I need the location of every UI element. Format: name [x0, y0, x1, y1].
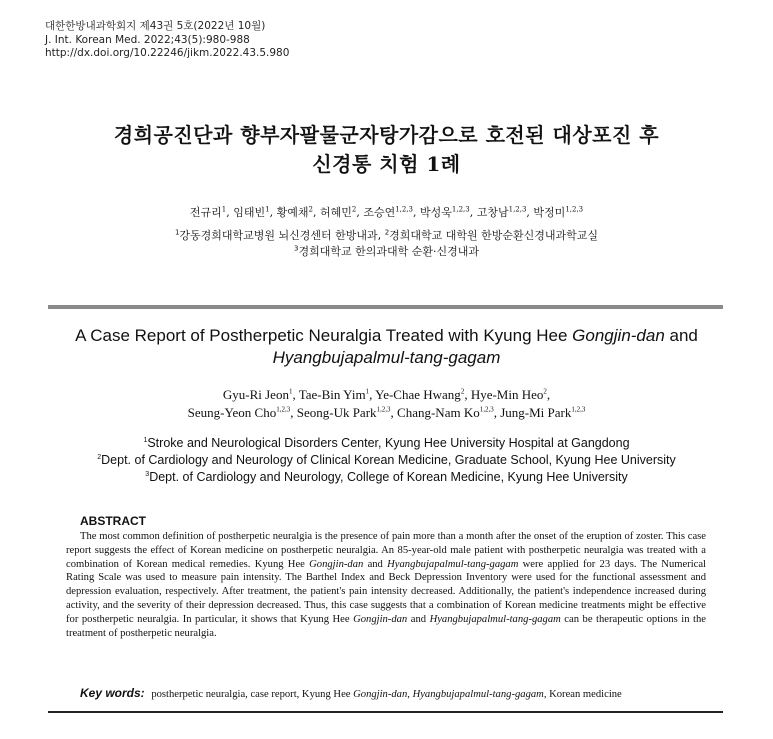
english-title — [0, 325, 773, 369]
english-affiliation — [0, 452, 773, 469]
abstract-italic: Hyangbujapalmul-tang-gagam — [429, 613, 561, 625]
author-name: Seong-Uk Park — [296, 405, 377, 420]
author-name: 임태빈 — [233, 206, 266, 219]
journal-header — [45, 20, 289, 61]
author-name: 전규리 — [189, 206, 222, 219]
author-sup: 2 — [543, 387, 547, 396]
title-italic: Hyangbujapalmul-tang-gagam — [272, 348, 501, 367]
journal-name: 대한한방내과학회지 제43권 5호(2022년 10월) — [45, 20, 266, 32]
author-name: 박정미 — [533, 206, 566, 219]
korean-title-line2: 신경통 치험 1례 — [312, 152, 461, 176]
abstract-italic: Gongjin-dan — [353, 613, 408, 625]
keywords — [80, 686, 720, 700]
author-sup: 1 — [288, 387, 293, 396]
author-sup: 1,2,3 — [508, 205, 527, 214]
author-name: Tae-Bin Yim — [298, 387, 366, 402]
abstract-text: and — [407, 613, 430, 625]
author-sup: 1,2,3 — [395, 205, 414, 214]
author-sup: 1,2,3 — [565, 205, 584, 214]
author-sup: 1 — [221, 205, 227, 214]
section-divider — [48, 305, 723, 309]
author-sup: 1,2,3 — [276, 405, 291, 414]
author-sup: 1,2,3 — [451, 205, 470, 214]
author-sup: 2 — [351, 205, 357, 214]
keywords-italic: Gongjin-dan — [353, 689, 408, 700]
abstract-text: were applied for 23 days. The Numerical Rating Scale was used to measure pain intensity. The Barthel Index and Beck Depression Inventory were used for the functional assessment and depression evaluation, respectively. After treatment, the patient's pain intensity decreased. Additionally, the patient's independence increased during activity, and the severity of their depression decreased. Thus, this case suggests that a combination of Korean medicine treatments might be effective for postherpetic neuralgia. In particular, it shows that Kyung Hee — [66, 558, 707, 625]
keywords-text: , Korean medicine — [543, 689, 622, 700]
affil-sup: 1 — [174, 228, 180, 237]
korean-title-line1: 경희공진단과 향부자팔물군자탕가감으로 호전된 대상포진 후 — [113, 123, 660, 147]
affil-text: 경희대학교 한의과대학 순환·신경내과 — [298, 245, 479, 258]
korean-affiliations — [0, 228, 773, 260]
author-sup: 1,2,3 — [571, 405, 586, 414]
keywords-label: Key words: — [80, 686, 145, 700]
korean-affiliation-line1 — [0, 228, 773, 244]
affil-text: Dept. of Cardiology and Neurology of Clinical Korean Medicine, Graduate School, Kyung Hee University — [101, 453, 676, 467]
affil-text: Stroke and Neurological Disorders Center, Kyung Hee University Hospital at Gangdong — [147, 436, 630, 450]
abstract-italic: Gongjin-dan — [309, 558, 364, 570]
author-name: 고창남 — [476, 206, 509, 219]
title-text: A Case Report of Postherpetic Neuralgia Treated with Kyung Hee — [75, 326, 573, 345]
author-name: Hye-Min Heo — [470, 387, 544, 402]
affil-sup: 3 — [145, 470, 150, 478]
abstract-text: and — [363, 558, 388, 570]
affil-text: Dept. of Cardiology and Neurology, College of Korean Medicine, Kyung Hee University — [149, 470, 628, 484]
author-name: 박성욱 — [420, 206, 452, 219]
affil-text: 경희대학교 대학원 한방순환신경내과학교실 — [389, 229, 599, 242]
english-authors-line1: Gyu-Ri Jeon$^1$, Tae-Bin Yim$^1$, Ye-Chae Hwang$^2$, Hye-Min Heo$^2$, — [222, 387, 551, 402]
english-authors — [0, 386, 773, 422]
affil-sup: 3 — [294, 244, 299, 253]
author-name: 황예채 — [276, 206, 309, 219]
affil-sup: 1 — [143, 436, 148, 444]
abstract-italic: Hyangbujapalmul-tang-gagam — [387, 558, 519, 570]
author-name: Chang-Nam Ko — [397, 405, 480, 420]
korean-authors: 전규리$^1$, 임태빈$^1$, 황예채$^2$, 허혜민$^2$, 조승연$^{1,2,3}$, 박성욱$^{1,2,3}$, 고창남$^{1,2,3}$, 박정미$^{1,2,3}$ — [189, 205, 584, 219]
english-title-line2 — [0, 347, 773, 369]
journal-citation: J. Int. Korean Med. 2022;43(5):980-988 — [45, 33, 250, 46]
author-name: 허혜민 — [319, 206, 352, 219]
affil-text: 강동경희대학교병원 뇌신경센터 한방내과, — [179, 229, 385, 242]
english-affiliation — [0, 435, 773, 452]
korean-title — [0, 121, 773, 179]
keywords-text: postherpetic neuralgia, case report, Kyung Hee — [148, 689, 354, 700]
abstract-heading: ABSTRACT — [80, 514, 146, 528]
korean-affiliation-line2 — [0, 244, 773, 260]
title-text: and — [664, 326, 698, 345]
affil-sup: 2 — [97, 453, 102, 461]
title-italic: Gongjin-dan — [572, 326, 665, 345]
author-name: Seung-Yeon Cho — [187, 405, 277, 420]
affil-sup: 2 — [384, 228, 390, 237]
author-sup: 1 — [365, 387, 370, 396]
english-authors-line2: Seung-Yeon Cho$^{1,2,3}$, Seong-Uk Park$^{1,2,3}$, Chang-Nam Ko$^{1,2,3}$, Jung-Mi Park$^{1,2,3}$ — [187, 405, 586, 420]
author-name: 조승연 — [363, 206, 396, 219]
english-affiliations — [0, 435, 773, 486]
english-affiliation — [0, 469, 773, 486]
author-name: Ye-Chae Hwang — [375, 387, 461, 402]
english-title-line1 — [0, 325, 773, 347]
keywords-italic: Hyangbujapalmul-tang-gagam — [412, 689, 544, 700]
author-sup: 2 — [460, 387, 465, 396]
keywords-text: , — [407, 689, 413, 700]
abstract-text: The most common definition of postherpetic neuralgia is the presence of pain more than a month after the onset of the eruption of zoster. This case report suggests the effect of Korean medicine on postherpetic neuralgia. An 85-year-old male patient with postherpetic neuralgia was treated with a combination of Korean medical remedies. Kyung Hee — [66, 531, 706, 570]
bottom-rule — [48, 711, 723, 713]
author-sup: 1,2,3 — [479, 405, 494, 414]
doi-link[interactable]: http://dx.doi.org/10.22246/jikm.2022.43.5.980 — [45, 47, 290, 59]
author-sup: 2 — [308, 205, 313, 214]
author-name: Jung-Mi Park — [500, 405, 572, 420]
abstract-text: can be therapeutic options in the treatment of postherpetic neuralgia. — [66, 613, 706, 639]
author-sup: 1,2,3 — [376, 405, 391, 414]
author-name: Gyu-Ri Jeon — [222, 387, 289, 402]
author-sup: 1 — [265, 205, 270, 214]
abstract-body — [66, 530, 706, 640]
